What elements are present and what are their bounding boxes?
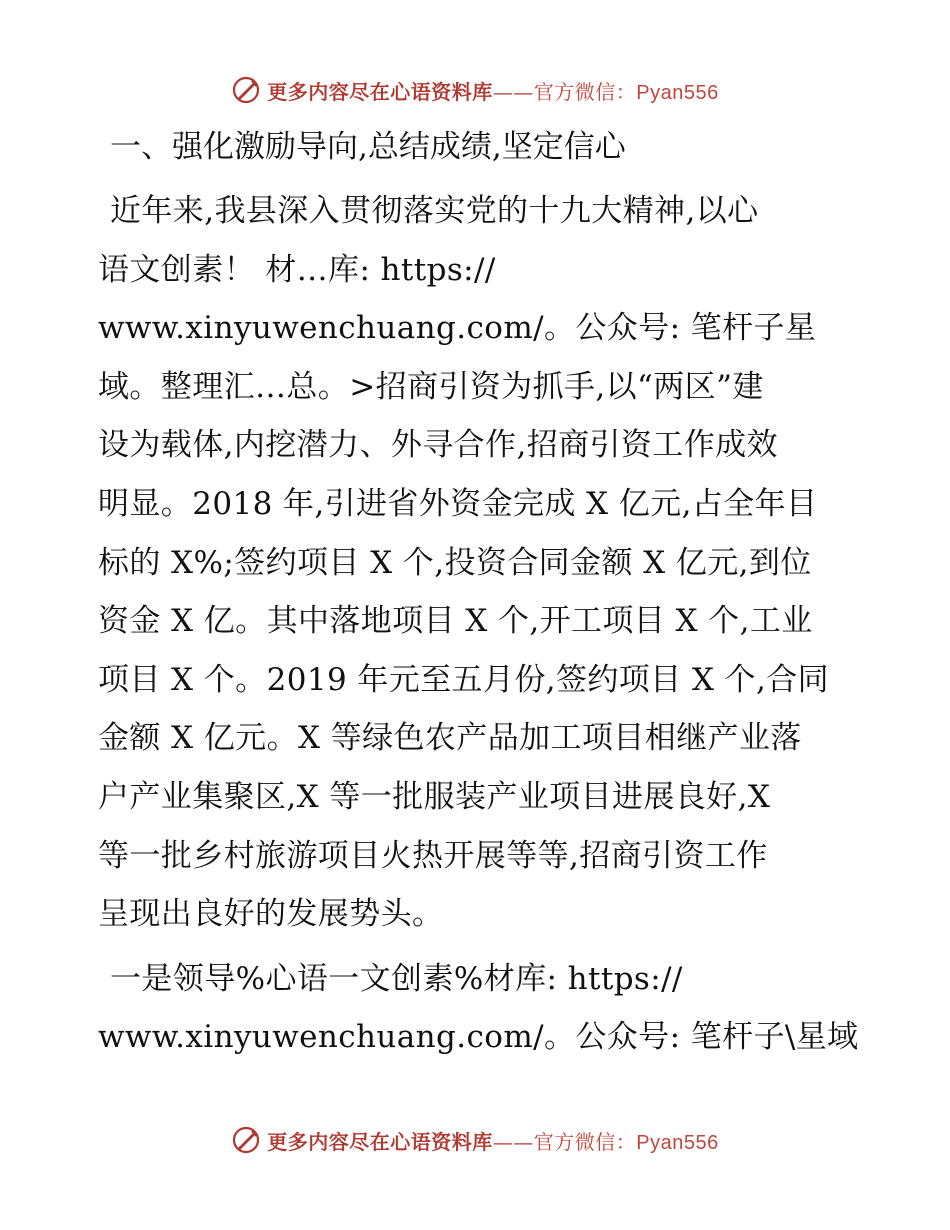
paragraph-line: 设为载体,内挖潜力、外寻合作,招商引资工作成效 [98, 427, 778, 464]
paragraph-line: 标的 X%;签约项目 X 个,投资合同金额 X 亿元,到位 [98, 544, 812, 581]
banner-title: 更多内容尽在心语资料库 [267, 79, 493, 104]
header-banner [0, 70, 950, 110]
banner-wechat-label: 官方微信： [533, 79, 637, 104]
paragraph-line: 呈现出良好的发展势头。 [98, 896, 444, 933]
paragraph-line: 户产业集聚区,X 等一批服装产业项目进展良好,X [98, 778, 771, 815]
paragraph-line: 域。整理汇…总。>招商引资为抓手,以“两区”建 [98, 368, 764, 405]
quill-pen-logo-icon [231, 75, 261, 105]
paragraph-line: 语文创素！ 材…库: https:// [98, 251, 496, 288]
footer-banner [0, 1120, 950, 1160]
document-body [98, 118, 858, 1067]
paragraph-line: www.xinyuwenchuang.com/。公众号: 笔杆子\星域 [98, 1019, 859, 1056]
banner-wechat-label: 官方微信： [533, 1129, 637, 1154]
banner-wechat-id: Pyan556 [636, 1131, 719, 1154]
paragraph-line: 项目 X 个。2019 年元至五月份,签约项目 X 个,合同 [98, 661, 830, 698]
paragraph-line: 一是领导%心语一文创素%材库: https:// [110, 960, 683, 997]
paragraph-line: 资金 X 亿。其中落地项目 X 个,开工项目 X 个,工业 [98, 603, 813, 640]
paragraph-line: 金额 X 亿元。X 等绿色农产品加工项目相继产业落 [98, 720, 802, 757]
paragraph-1 [98, 182, 858, 944]
quill-pen-logo-icon [231, 1125, 261, 1155]
banner-title: 更多内容尽在心语资料库 [267, 1129, 493, 1154]
section-heading: 一、强化激励导向,总结成绩,坚定信心 [110, 129, 626, 165]
banner-separator: —— [492, 1129, 534, 1154]
banner-separator: —— [492, 79, 534, 104]
banner-wechat-id: Pyan556 [636, 81, 719, 104]
paragraph-line: www.xinyuwenchuang.com/。公众号: 笔杆子星 [98, 310, 817, 347]
paragraph-line: 明显。2018 年,引进省外资金完成 X 亿元,占全年目 [98, 485, 818, 522]
paragraph-line: 等一批乡村旅游项目火热开展等等,招商引资工作 [98, 837, 768, 874]
paragraph-2 [98, 950, 858, 1067]
paragraph-line: 近年来,我县深入贯彻落实党的十九大精神,以心 [110, 193, 759, 229]
